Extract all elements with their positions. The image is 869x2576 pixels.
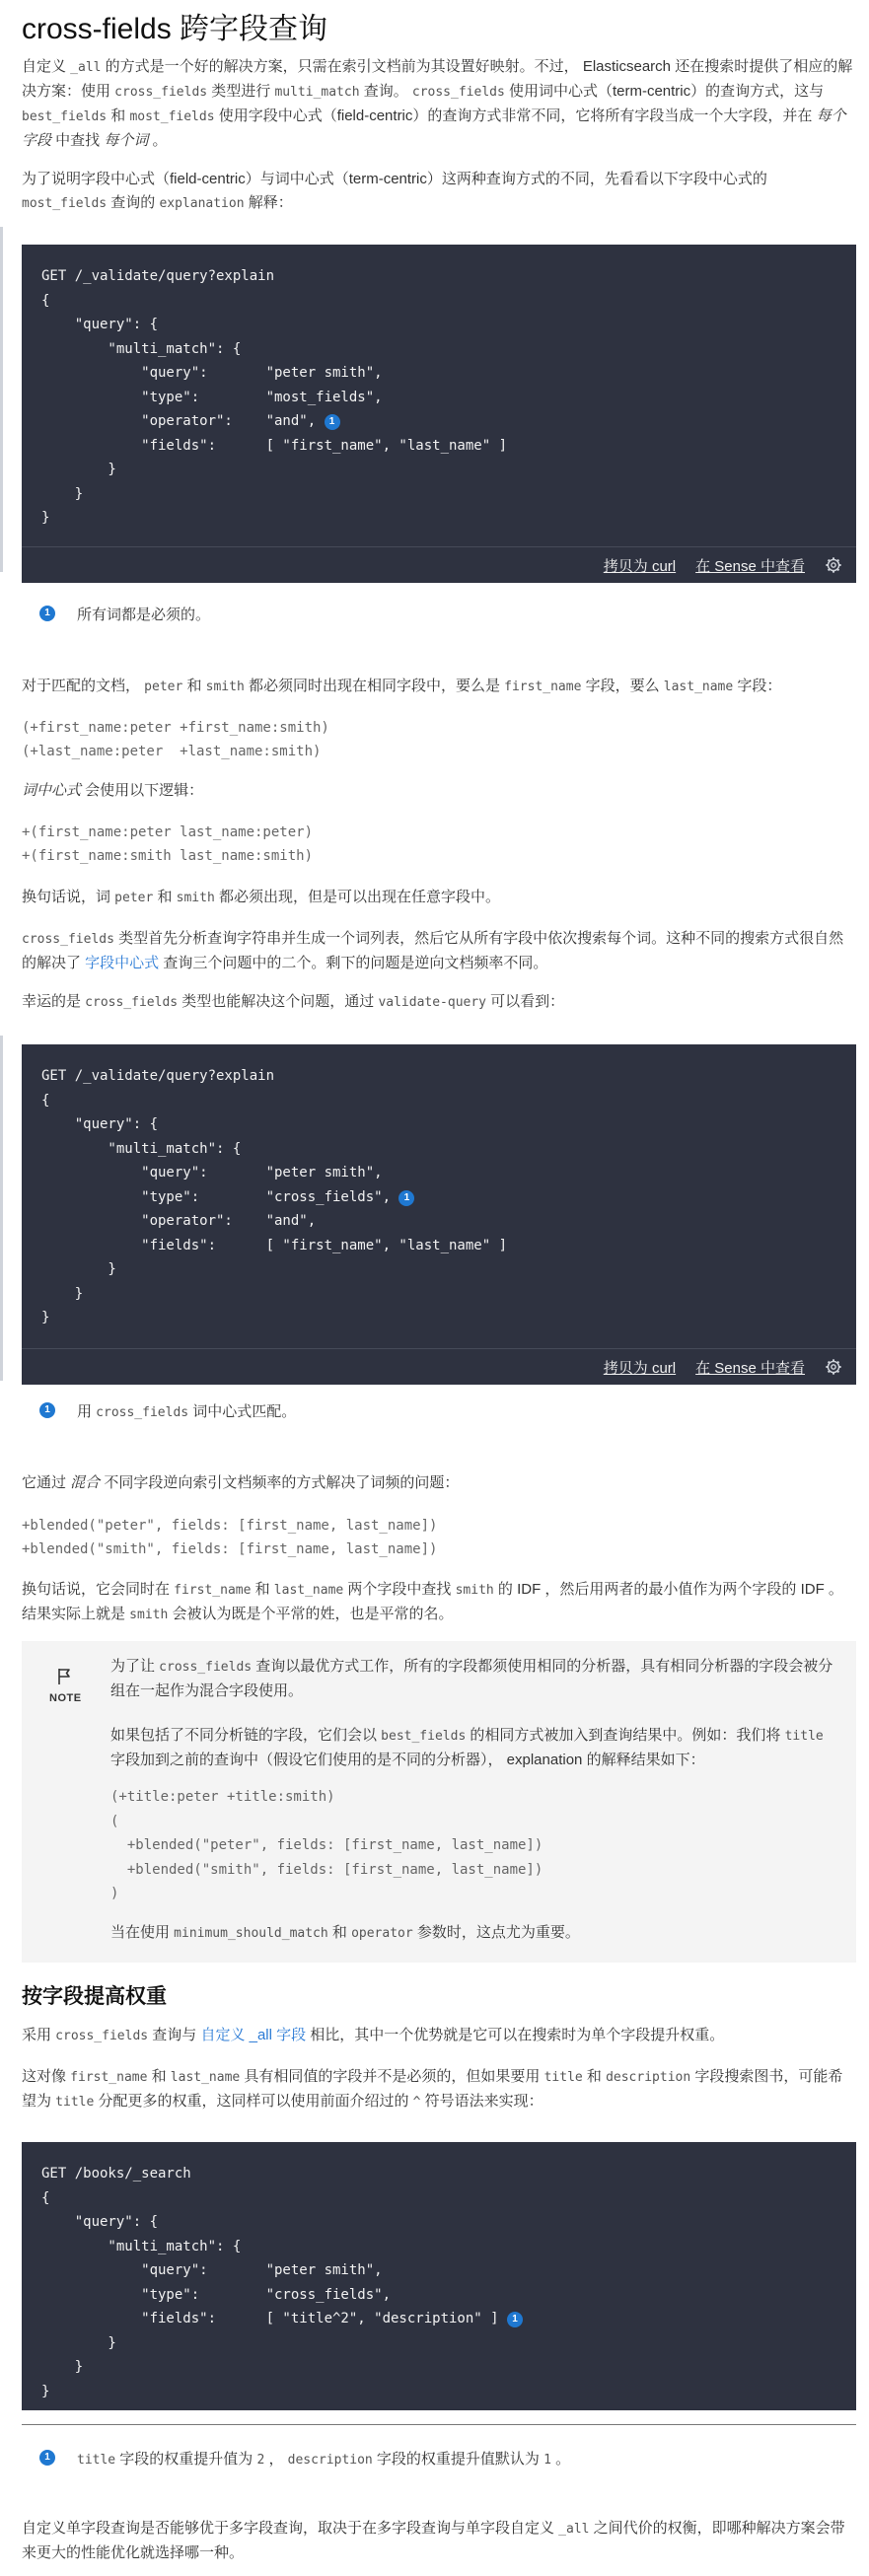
- blended-intro: 它通过 混合 不同字段逆向索引文档频率的方式解决了词频的问题：: [22, 1474, 460, 1491]
- code-text: GET /_validate/query?explain { "query": { "multi_match": { "query": "peter smith", "type": "most_fields", "operator": "and", 1 "fields": [ "first_name", "last_name" ] } } }: [41, 268, 508, 526]
- gear-icon[interactable]: [825, 1358, 842, 1376]
- callout-marker: 1: [398, 1190, 414, 1206]
- cross-fields-paragraph: cross_fields 类型首先分析查询字符串并生成一个词列表，然后它从所有字段中依次搜索每个词。这种不同的搜索方式很自然的解决了 字段中心式 查询三个问题中的二个。剩下的问题是逆向文档频率不同。: [22, 930, 844, 971]
- callout-marker: 1: [325, 414, 340, 430]
- code-toolbar: [22, 546, 856, 583]
- copy-as-curl-link[interactable]: 拷贝为 curl: [603, 557, 677, 575]
- note-paragraph-3: 当在使用 minimum_should_match 和 operator 参数时，这点尤为重要。: [110, 1924, 580, 1941]
- note-label: NOTE: [49, 1692, 82, 1704]
- callout-marker: 1: [39, 1402, 55, 1418]
- view-in-sense-link[interactable]: 在 Sense 中查看: [695, 1359, 805, 1377]
- flag-icon: [54, 1674, 74, 1690]
- gear-icon[interactable]: [825, 556, 842, 574]
- boost-intro-paragraph: 采用 cross_fields 查询与 自定义 _all 字段 相比，其中一个优势就是它可以在搜索时为单个字段提升权重。: [22, 2027, 725, 2043]
- idf-paragraph: 换句话说，它会同时在 first_name 和 last_name 两个字段中查找 smith 的 IDF ，然后用两者的最小值作为两个字段的 IDF 。结果实际上就是 smith 会被认为既是个平常的姓，也是平常的名。: [22, 1581, 843, 1622]
- callout-note-3: 1 title 字段的权重提升值为 2 ， description 字段的权重提升值默认为 1 。: [22, 2438, 856, 2477]
- code-block-cross-fields: [22, 1044, 856, 1385]
- code-text: GET /books/_search { "query": { "multi_match": { "query": "peter smith", "type": "cross_fields", "fields": [ "title^2", "description" ] 1 } } }: [22, 2142, 856, 2403]
- fortunately-paragraph: 幸运的是 cross_fields 类型也能解决这个问题，通过 validate-query 可以看到：: [22, 993, 565, 1010]
- note-paragraph-1: 为了让 cross_fields 查询以最优方式工作，所有的字段都须使用相同的分析器，具有相同分析器的字段会被分组在一起作为混合字段使用。: [110, 1658, 833, 1699]
- callout-marker: 1: [39, 2450, 55, 2466]
- section-title-boosting: 按字段提高权重: [22, 1985, 167, 2008]
- note-code: (+title:peter +title:smith) ( +blended("peter", fields: [first_name, last_name]) +blended("smith", fields: [first_name, last_name]) ): [110, 1789, 543, 1901]
- callout-note-2: 1 用 cross_fields 词中心式匹配。: [22, 1391, 856, 1430]
- custom-all-field-link[interactable]: 自定义 _all 字段: [200, 2027, 307, 2043]
- code-block-boost: [22, 2142, 856, 2410]
- code-toolbar: [22, 1348, 856, 1385]
- matching-paragraph: 对于匹配的文档， peter 和 smith 都必须同时出现在相同字段中，要么是 first_name 字段，要么 last_name 字段：: [22, 678, 782, 694]
- divider: [22, 2424, 856, 2425]
- in-other-words-paragraph: 换句话说，词 peter 和 smith 都必须出现，但是可以出现在任意字段中。: [22, 889, 500, 905]
- sidebar-edge: [0, 227, 3, 572]
- conclusion-paragraph: 自定义单字段查询是否能够优于多字段查询，取决于在多字段查询与单字段自定义 _all 之间代价的权衡，即哪种解决方案会带来更大的性能优化就选择哪一种。: [22, 2520, 845, 2561]
- blended-logic: +blended("peter", fields: [first_name, last_name]) +blended("smith", fields: [first_name, last_name]): [22, 1518, 438, 1557]
- callout-marker: 1: [39, 606, 55, 621]
- note-header: [49, 1667, 82, 1704]
- boost-detail-paragraph: 这对像 first_name 和 last_name 具有相同值的字段并不是必须的，但如果要用 title 和 description 字段搜索图书，可能希望为 title 分配更多的权重，这同样可以使用前面介绍过的 ^ 符号语法来实现：: [22, 2068, 843, 2110]
- callout-marker: 1: [507, 2312, 523, 2327]
- field-centric-logic: (+first_name:peter +first_name:smith) (+last_name:peter +last_name:smith): [22, 720, 329, 759]
- intro-paragraph: 自定义 _all 的方式是一个好的解决方案，只需在索引文档前为其设置好映射。不过， Elasticsearch 还在搜索时提供了相应的解决方案：使用 cross_fields 类型进行 multi_match 查询。 cross_fields 使用词中心式（term-centric）的查询方式，这与 best_fields 和 most_fields 使用字段中心式（field-centric）的查询方式非常不同，它将所有字段当成一个大字段，并在 每个字段 中查找 每个词 。: [22, 58, 853, 149]
- note-box: [22, 1641, 856, 1963]
- code-text: GET /_validate/query?explain { "query": { "multi_match": { "query": "peter smith", "type": "cross_fields", 1 "operator": "and", "fields": [ "first_name", "last_name" ] } } }: [41, 1068, 508, 1325]
- field-centric-link[interactable]: 字段中心式: [85, 955, 160, 971]
- term-centric-intro: 词中心式 会使用以下逻辑：: [22, 782, 204, 799]
- comparison-paragraph: 为了说明字段中心式（field-centric）与词中心式（term-centric）这两种查询方式的不同，先看看以下字段中心式的 most_fields 查询的 explanation 解释：: [22, 171, 767, 211]
- sidebar-edge: [0, 1036, 3, 1381]
- callout-note-1: 1 所有词都是必须的。: [22, 594, 856, 633]
- code-block-most-fields: [22, 245, 856, 583]
- view-in-sense-link[interactable]: 在 Sense 中查看: [695, 557, 805, 575]
- copy-as-curl-link[interactable]: 拷贝为 curl: [603, 1359, 677, 1377]
- term-centric-logic: +(first_name:peter last_name:peter) +(first_name:smith last_name:smith): [22, 824, 314, 864]
- note-paragraph-2: 如果包括了不同分析链的字段，它们会以 best_fields 的相同方式被加入到查询结果中。例如：我们将 title 字段加到之前的查询中（假设它们使用的是不同的分析器）， explanation 的解释结果如下：: [110, 1727, 824, 1768]
- page-title: cross-fields 跨字段查询: [22, 13, 328, 45]
